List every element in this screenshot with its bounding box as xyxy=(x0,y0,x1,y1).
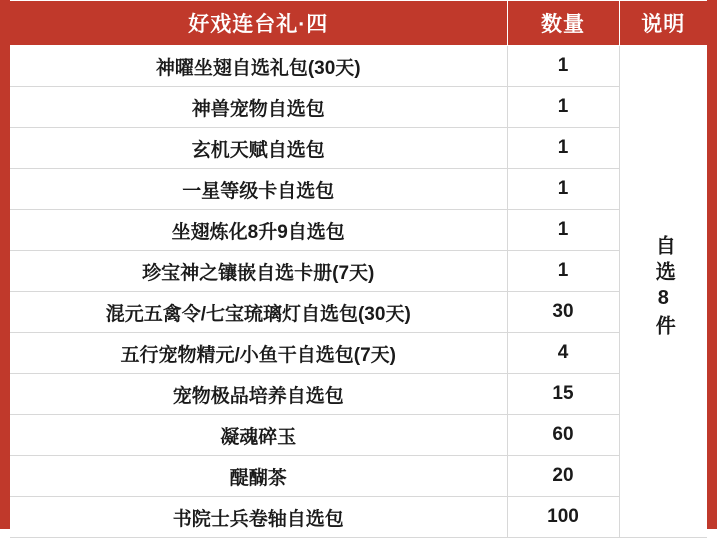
item-name: 混元五禽令/七宝琉璃灯自选包(30天) xyxy=(10,292,507,333)
item-name: 醍醐茶 xyxy=(10,456,507,497)
header-note: 说明 xyxy=(619,1,707,46)
table-row xyxy=(10,251,707,292)
table-row xyxy=(10,374,707,415)
item-name: 神曜坐翅自选礼包(30天) xyxy=(10,46,507,87)
table-container xyxy=(10,0,707,529)
note-cell xyxy=(619,46,707,538)
table-body xyxy=(10,46,707,538)
item-quantity: 1 xyxy=(507,169,619,210)
note-text: 自选8件 xyxy=(652,235,675,341)
item-name: 珍宝神之镶嵌自选卡册(7天) xyxy=(10,251,507,292)
table-row xyxy=(10,333,707,374)
header-row xyxy=(10,1,707,46)
table-row xyxy=(10,210,707,251)
item-quantity: 4 xyxy=(507,333,619,374)
table-row xyxy=(10,87,707,128)
header-item-name: 好戏连台礼·四 xyxy=(10,1,507,46)
table-row xyxy=(10,292,707,333)
item-quantity: 30 xyxy=(507,292,619,333)
item-name: 书院士兵卷轴自选包 xyxy=(10,497,507,538)
item-name: 五行宠物精元/小鱼干自选包(7天) xyxy=(10,333,507,374)
item-quantity: 1 xyxy=(507,46,619,87)
item-quantity: 20 xyxy=(507,456,619,497)
item-name: 玄机天赋自选包 xyxy=(10,128,507,169)
table-header xyxy=(10,1,707,46)
table-row xyxy=(10,456,707,497)
item-quantity: 15 xyxy=(507,374,619,415)
item-name: 一星等级卡自选包 xyxy=(10,169,507,210)
gift-table xyxy=(10,0,707,538)
item-quantity: 100 xyxy=(507,497,619,538)
item-name: 神兽宠物自选包 xyxy=(10,87,507,128)
item-name: 宠物极品培养自选包 xyxy=(10,374,507,415)
item-name: 凝魂碎玉 xyxy=(10,415,507,456)
item-quantity: 60 xyxy=(507,415,619,456)
right-accent-bar xyxy=(707,0,717,529)
table-row xyxy=(10,415,707,456)
item-quantity: 1 xyxy=(507,128,619,169)
item-name: 坐翅炼化8升9自选包 xyxy=(10,210,507,251)
table-row xyxy=(10,169,707,210)
left-accent-bar xyxy=(0,0,10,529)
table-row xyxy=(10,46,707,87)
table-row xyxy=(10,128,707,169)
table-row xyxy=(10,497,707,538)
item-quantity: 1 xyxy=(507,210,619,251)
item-quantity: 1 xyxy=(507,87,619,128)
item-quantity: 1 xyxy=(507,251,619,292)
header-quantity: 数量 xyxy=(507,1,619,46)
